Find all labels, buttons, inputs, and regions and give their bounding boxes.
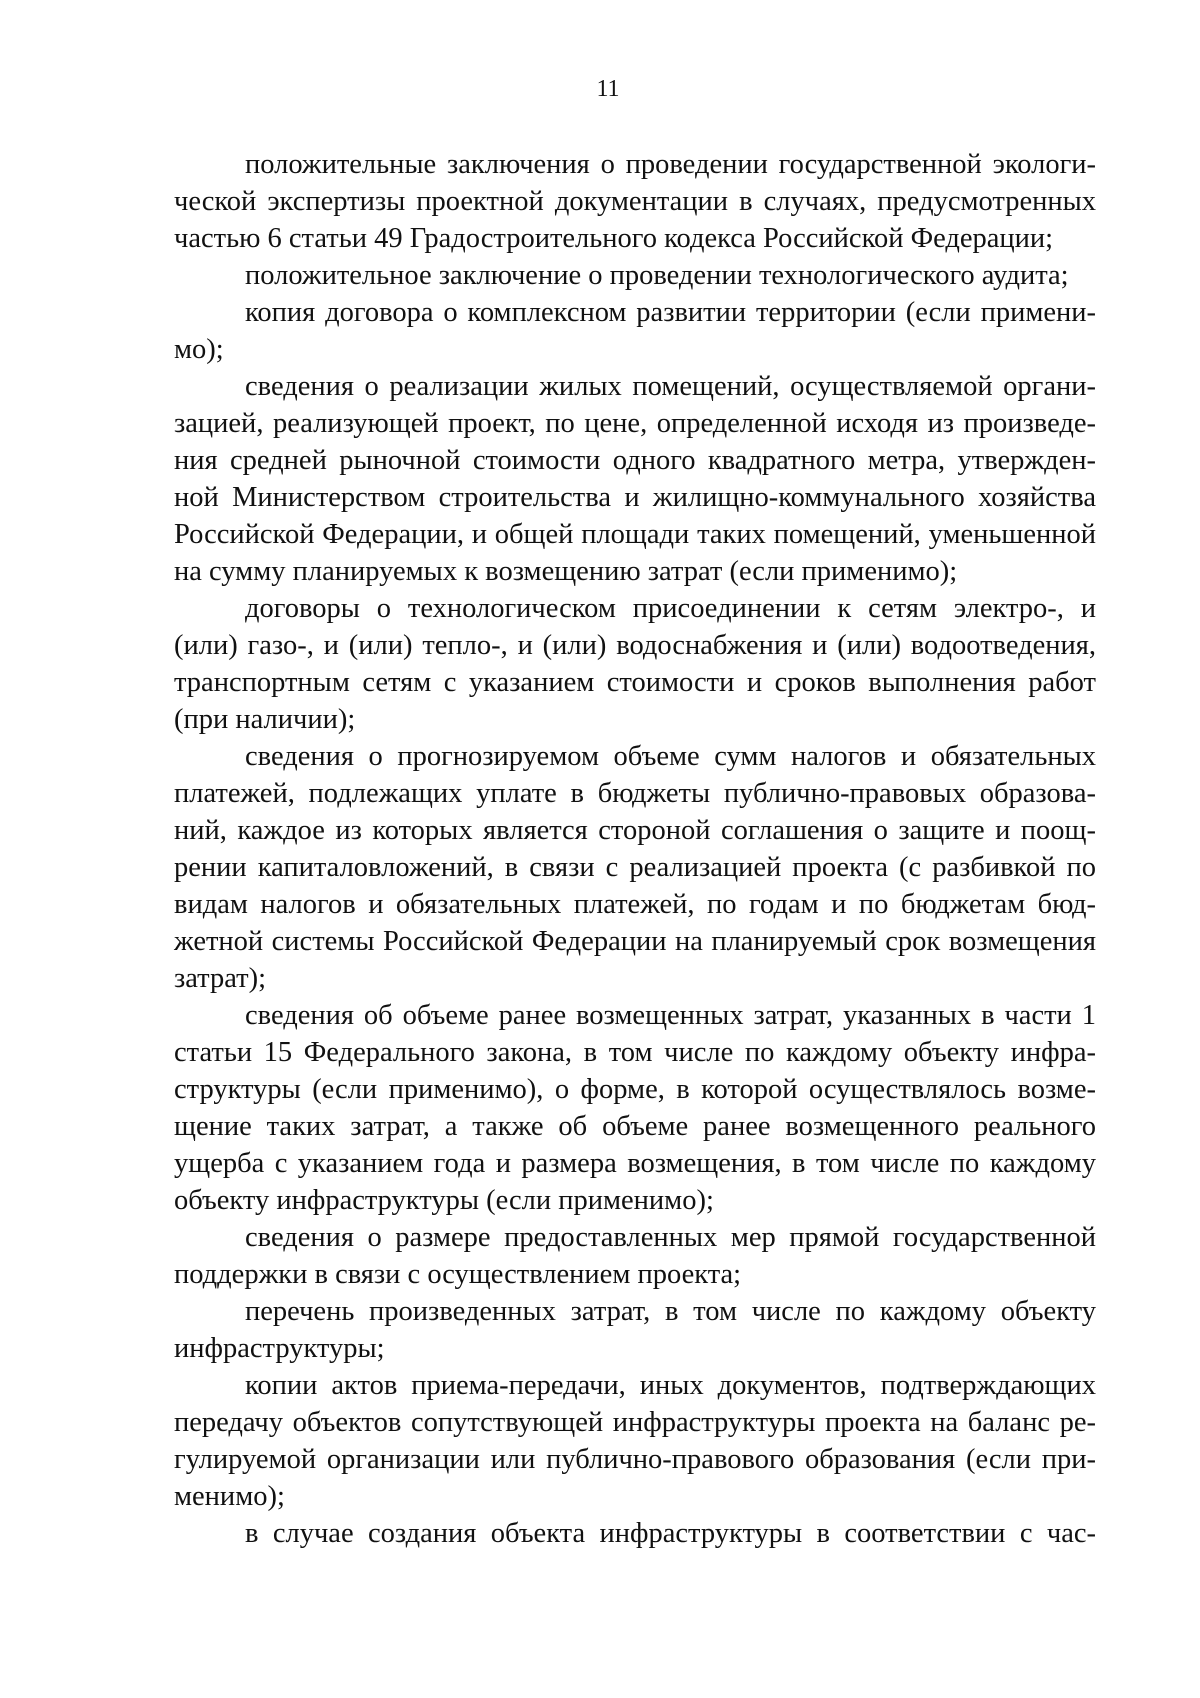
paragraph — [174, 997, 1096, 1219]
text-line: передачу объектов сопутствующей инфраструктуры проекта на баланс ре- — [174, 1407, 1096, 1438]
text-line: сведения о реализации жилых помещений, осуществляемой органи- — [245, 371, 1096, 402]
text-line: перечень произведенных затрат, в том числе по каждому объекту — [245, 1296, 1096, 1327]
paragraph — [174, 590, 1096, 738]
text-line: рении капиталовложений, в связи с реализацией проекта (с разбивкой по — [174, 852, 1096, 883]
text-line: жетной системы Российской Федерации на планируемый срок возмещения — [174, 926, 1096, 957]
text-line: копия договора о комплексном развитии территории (если примени- — [245, 297, 1096, 328]
text-line: инфраструктуры; — [174, 1333, 385, 1364]
text-line: видам налогов и обязательных платежей, по годам и по бюджетам бюд- — [174, 889, 1096, 920]
paragraph — [174, 1367, 1096, 1515]
text-line: в случае создания объекта инфраструктуры в соответствии с час- — [245, 1518, 1096, 1549]
text-line: поддержки в связи с осуществлением проекта; — [174, 1259, 742, 1290]
text-line: на сумму планируемых к возмещению затрат (если применимо); — [174, 556, 958, 587]
text-line: договоры о технологическом присоединении к сетям электро-, и — [245, 593, 1096, 624]
paragraph — [174, 146, 1096, 257]
text-line: менимо); — [174, 1481, 285, 1512]
text-line: щение таких затрат, а также об объеме ранее возмещенного реального — [174, 1111, 1096, 1142]
text-line: (при наличии); — [174, 704, 356, 735]
paragraph — [174, 294, 1096, 368]
paragraph — [174, 1219, 1096, 1293]
text-line: положительные заключения о проведении государственной экологи- — [245, 149, 1096, 180]
text-line: (или) газо-, и (или) тепло-, и (или) водоснабжения и (или) водоотведения, — [174, 630, 1096, 661]
paragraph — [174, 1293, 1096, 1367]
text-line: частью 6 статьи 49 Градостроительного кодекса Российской Федерации; — [174, 223, 1054, 254]
text-line: сведения о размере предоставленных мер прямой государственной — [245, 1222, 1096, 1253]
paragraph — [174, 368, 1096, 590]
text-line: сведения о прогнозируемом объеме сумм налогов и обязательных — [245, 741, 1096, 772]
text-line: копии актов приема-передачи, иных документов, подтверждающих — [245, 1370, 1096, 1401]
text-line: затрат); — [174, 963, 266, 994]
paragraph — [174, 1515, 1096, 1552]
paragraph — [174, 257, 1096, 294]
document-body — [174, 146, 1096, 1552]
text-line: ущерба с указанием года и размера возмещения, в том числе по каждому — [174, 1148, 1096, 1179]
text-line: ний, каждое из которых является стороной соглашения о защите и поощ- — [174, 815, 1096, 846]
text-line: зацией, реализующей проект, по цене, определенной исходя из произведе- — [174, 408, 1096, 439]
text-line: ния средней рыночной стоимости одного квадратного метра, утвержден- — [174, 445, 1096, 476]
paragraph — [174, 738, 1096, 997]
text-line: платежей, подлежащих уплате в бюджеты публично-правовых образова- — [174, 778, 1096, 809]
text-line: статьи 15 Федерального закона, в том числе по каждому объекту инфра- — [174, 1037, 1096, 1068]
text-line: объекту инфраструктуры (если применимо); — [174, 1185, 714, 1216]
text-line: структуры (если применимо), о форме, в которой осуществлялось возме- — [174, 1074, 1096, 1105]
page-number: 11 — [596, 76, 620, 102]
text-line: ческой экспертизы проектной документации в случаях, предусмотренных — [174, 186, 1096, 217]
text-line: сведения об объеме ранее возмещенных затрат, указанных в части 1 — [245, 1000, 1096, 1031]
text-line: гулируемой организации или публично-правового образования (если при- — [174, 1444, 1096, 1475]
text-line: ной Министерством строительства и жилищно-коммунального хозяйства — [174, 482, 1096, 513]
text-line: Российской Федерации, и общей площади таких помещений, уменьшенной — [174, 519, 1096, 550]
text-line: положительное заключение о проведении технологического аудита; — [245, 260, 1069, 291]
text-line: транспортным сетям с указанием стоимости и сроков выполнения работ — [174, 667, 1096, 698]
text-line: мо); — [174, 334, 224, 365]
